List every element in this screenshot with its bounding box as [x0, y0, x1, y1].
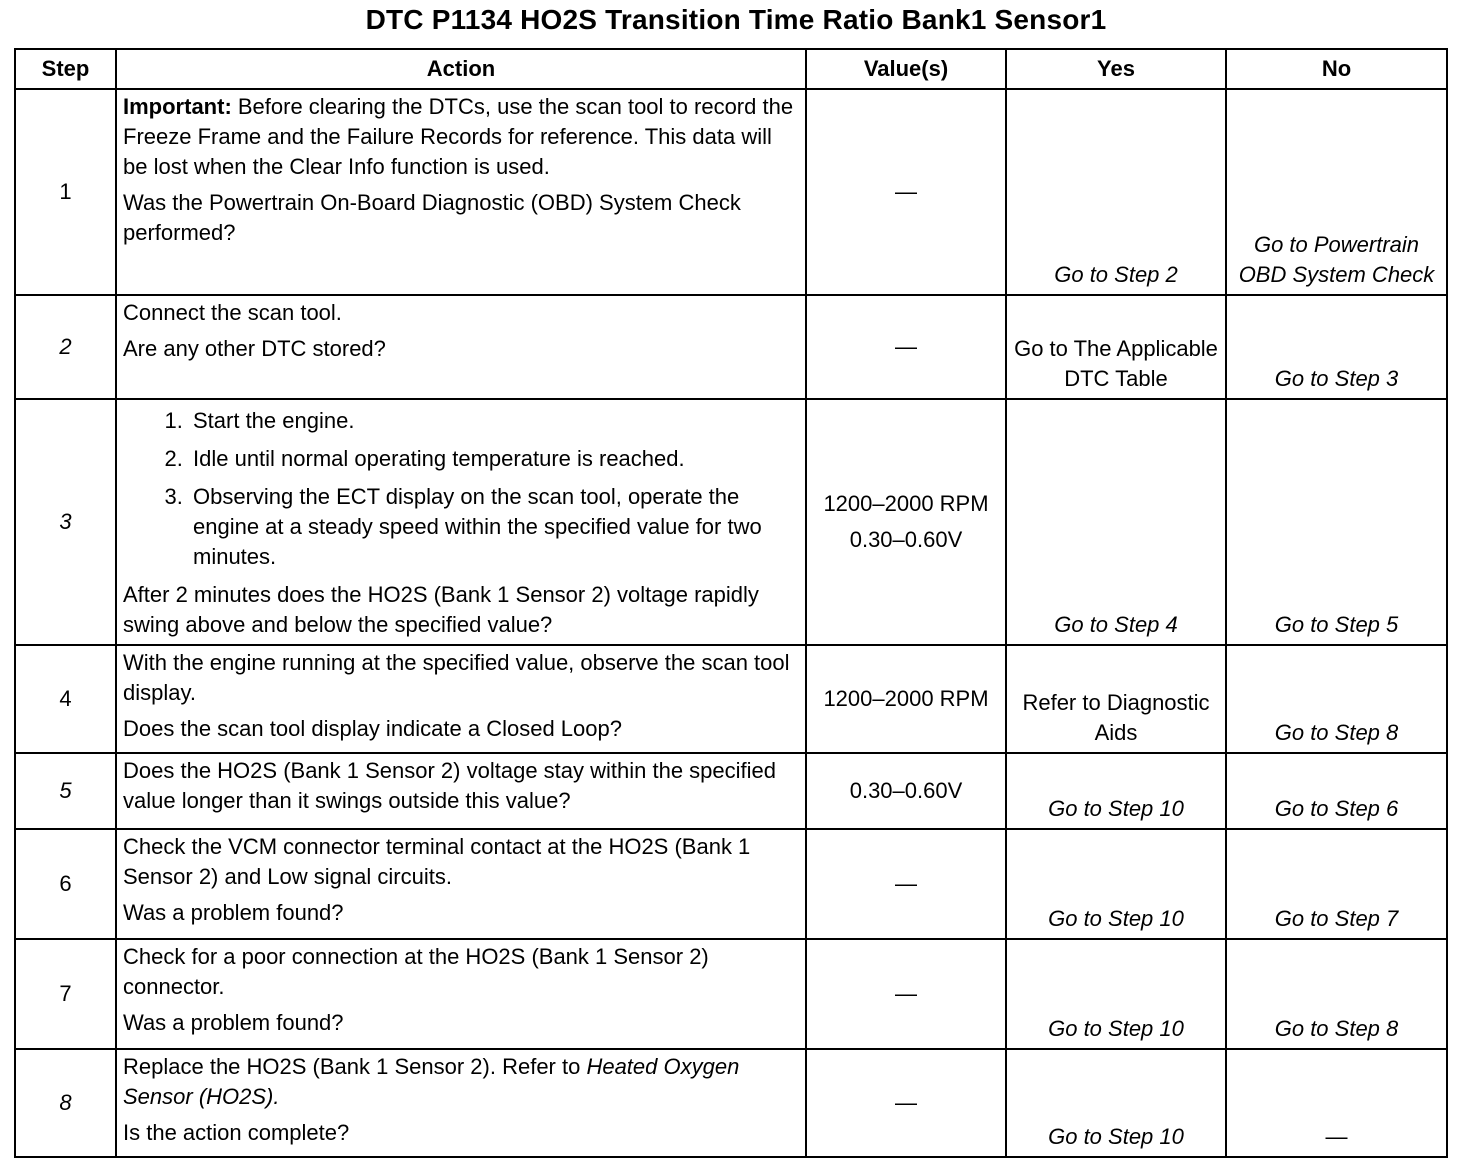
value-cell: 1200–2000 RPM	[806, 645, 1006, 753]
table-row	[15, 939, 1447, 1049]
step-number: 6	[15, 829, 116, 939]
table-row	[15, 829, 1447, 939]
no-cell: Go to Step 8	[1226, 939, 1447, 1049]
step-number: 5	[15, 753, 116, 829]
action-cell	[116, 939, 806, 1049]
yes-cell: Go to Step 2	[1006, 89, 1226, 295]
no-cell: Go to Step 5	[1226, 399, 1447, 645]
no-cell: Go to Step 6	[1226, 753, 1447, 829]
step-number: 4	[15, 645, 116, 753]
action-cell	[116, 295, 806, 399]
value-rpm: 1200–2000 RPM	[823, 491, 989, 516]
yes-cell: Go to Step 4	[1006, 399, 1226, 645]
action-instruction: Connect the scan tool.	[123, 300, 342, 325]
important-text: Before clearing the DTCs, use the scan tool to record the Freeze Frame and the Failure Records for reference. This data will be lost when the Clear Info function is used.	[123, 94, 794, 179]
list-item: 3. Observing the ECT display on the scan tool, operate the engine at a steady speed within the specified value for two minutes.	[189, 482, 797, 572]
action-cell	[116, 1049, 806, 1157]
value-cell: —	[806, 829, 1006, 939]
step-number: 3	[15, 399, 116, 645]
table-row	[15, 753, 1447, 829]
no-cell: Go to Powertrain OBD System Check	[1226, 89, 1447, 295]
action-cell	[116, 753, 806, 829]
action-instruction: With the engine running at the specified value, observe the scan tool display.	[123, 650, 790, 705]
header-step: Step	[15, 49, 116, 89]
table-row	[15, 399, 1447, 645]
header-values: Value(s)	[806, 49, 1006, 89]
action-instruction	[123, 1052, 797, 1112]
action-question: Is the action complete?	[123, 1120, 350, 1145]
step-number: 8	[15, 1049, 116, 1157]
step-number: 1	[15, 89, 116, 295]
value-cell: —	[806, 89, 1006, 295]
action-question: Was a problem found?	[123, 1010, 344, 1035]
table-row	[15, 645, 1447, 753]
action-instruction: Check for a poor connection at the HO2S (Bank 1 Sensor 2) connector.	[123, 944, 709, 999]
header-yes: Yes	[1006, 49, 1226, 89]
yes-cell: Go to Step 10	[1006, 829, 1226, 939]
action-instruction: Check the VCM connector terminal contact at the HO2S (Bank 1 Sensor 2) and Low signal circuits.	[123, 834, 751, 889]
yes-cell: Go to The Applicable DTC Table	[1006, 295, 1226, 399]
value-cell: —	[806, 939, 1006, 1049]
yes-cell: Go to Step 10	[1006, 1049, 1226, 1157]
step-number: 7	[15, 939, 116, 1049]
action-question: Does the scan tool display indicate a Closed Loop?	[123, 716, 622, 741]
reference-link: Heated Oxygen Sensor (HO2S).	[123, 1054, 740, 1109]
list-item: 2. Idle until normal operating temperature is reached.	[189, 444, 797, 474]
table-header-row	[15, 49, 1447, 89]
table-row	[15, 1049, 1447, 1157]
value-cell: —	[806, 295, 1006, 399]
list-item: 1. Start the engine.	[189, 406, 797, 436]
action-question: Are any other DTC stored?	[123, 336, 386, 361]
page-title: DTC P1134 HO2S Transition Time Ratio Bank1 Sensor1	[365, 4, 1107, 35]
action-cell	[116, 645, 806, 753]
header-action: Action	[116, 49, 806, 89]
table-row	[15, 295, 1447, 399]
action-question: Does the HO2S (Bank 1 Sensor 2) voltage stay within the specified value longer than it swings outside this value?	[123, 758, 777, 813]
value-voltage: 0.30–0.60V	[849, 527, 963, 552]
header-no: No	[1226, 49, 1447, 89]
step-number: 2	[15, 295, 116, 399]
important-label: Important:	[123, 94, 232, 119]
action-question: After 2 minutes does the HO2S (Bank 1 Sensor 2) voltage rapidly swing above and below the specified value?	[123, 582, 759, 637]
no-cell: Go to Step 3	[1226, 295, 1447, 399]
yes-cell: Refer to Diagnostic Aids	[1006, 645, 1226, 753]
no-cell: —	[1226, 1049, 1447, 1157]
value-cell: 0.30–0.60V	[806, 753, 1006, 829]
value-cell: —	[806, 1049, 1006, 1157]
procedure-list	[123, 406, 797, 572]
no-cell: Go to Step 8	[1226, 645, 1447, 753]
action-question: Was the Powertrain On-Board Diagnostic (OBD) System Check performed?	[123, 190, 741, 245]
yes-cell: Go to Step 10	[1006, 939, 1226, 1049]
diagnostic-table	[14, 48, 1448, 1158]
action-cell	[116, 829, 806, 939]
action-question: Was a problem found?	[123, 900, 344, 925]
action-text: Replace the HO2S (Bank 1 Sensor 2). Refer to	[123, 1054, 587, 1079]
value-cell	[806, 399, 1006, 645]
table-row	[15, 89, 1447, 295]
action-cell	[116, 399, 806, 645]
action-cell	[116, 89, 806, 295]
action-instruction	[123, 92, 797, 182]
yes-cell: Go to Step 10	[1006, 753, 1226, 829]
no-cell: Go to Step 7	[1226, 829, 1447, 939]
